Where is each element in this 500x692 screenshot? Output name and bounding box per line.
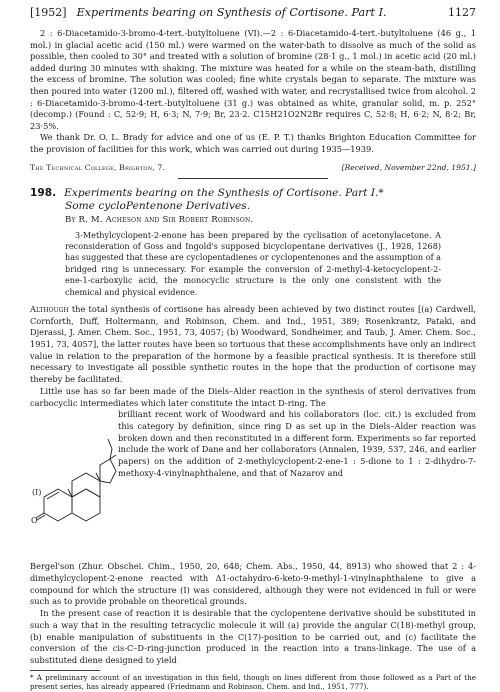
steroid-structure-diagram [30, 409, 118, 561]
affiliation: The Technical College, Brighton, 7. [30, 162, 166, 172]
page-number: 1127 [448, 6, 476, 19]
structure-figure [30, 409, 118, 561]
body-paragraph-3: In the present case of reaction it is desirable that the cyclopentene derivative should be substituted in such a way that in the resulting tetracyclic molecule it will (a) provide the angular C(18)-methyl group, (b) enable manipulation of substituents in the C(17)-position to be carried out, and (c) facilitate the conversion of the cis-C–D-ring-junction produced in the reaction into a trans-linkage. The use of a substituted diene designed to yield [30, 608, 476, 665]
article-title [30, 187, 476, 200]
svg-text:O: O [31, 516, 38, 526]
figure-side-text [118, 409, 476, 561]
body-paragraph-1 [30, 304, 476, 386]
figure-label: (I) [32, 488, 42, 498]
running-title: Experiments bearing on Synthesis of Cortisone. Part I. [76, 6, 387, 19]
acknowledgement-paragraph: We thank Dr. O. L. Brady for advice and one of us (E. P. T.) thanks Brighton Education Committee for the provision of facilities for this work, which was carried out during 1935—1939. [30, 132, 476, 154]
drop-word: Although [30, 303, 69, 314]
figure-row [30, 409, 476, 561]
body-paragraph-2-figure-text: brilliant recent work of Woodward and his collaborators (loc. cit.) is excluded from this category by definition, since ring D as set up in the Diels–Alder reaction was broken down and then reconstituted in a different form. Experiments so far reported include the work of Dane and her collaborators (Annalen, 1939, 537, 246, and earlier papers) on the addition of 2-methylcyclopent-2-ene-1 : 5-dione to 1 : 2-dihydro-7-methoxy-4-vinylnaphthalene, and that of Nazarov and [118, 409, 476, 478]
page-header [30, 6, 476, 22]
article-subtitle: Some cycloPentenone Derivatives. [65, 199, 251, 212]
footnote-rule [30, 670, 100, 671]
article-title-line1: Experiments bearing on the Synthesis of Cortisone. Part I.* [64, 186, 384, 199]
prev-article-paragraph: 2 : 6-Diacetamido-3-bromo-4-tert.-butyltoluene (VI).—2 : 6-Diacetamido-4-tert.-butyltoluene (46 g., 1 mol.) in glacial acetic acid (150 ml.) were warmed on the water-bath to dissolve as much of the solid as possible, then cooled to 30° and treated with a solution of bromine (28·1 g., 1 mol.) in acetic acid (20 ml.) added during 30 minutes with shaking. The mixture was heated for a while on the steam-bath, distilling the excess of bromine. The solution was cooled; fine white crystals began to separate. The mixture was then poured into water (1200 ml.), filtered off, washed with water, and recrystallised twice from alcohol. 2 : 6-Diacetamido-3-bromo-4-tert.-butyltoluene (31 g.) was obtained as white, granular solid, m. p. 252° (decomp.) (Found : C, 52·9; H, 6·3; N, 7·9; Br, 23·2. C15H21O2N2Br requires C, 52·8; H, 6·2; N, 8·2; Br, 23·5%. [30, 28, 476, 131]
body-paragraph-1-text: the total synthesis of cortisone has already been achieved by two distinct routes [(a) Cardwell, Cornforth, Duff, Holtermann, and Robinson, Chem. and Ind., 1951, 389; Rosenkrantz, Pataki, and Djerassi, J. Amer. Chem. Soc., 1951, 73, 4057; (b) Woodward, Sondheimer, and Taub, J. Amer. Chem. Soc., 1951, 73, 4057], the latter routes have been so tortuous that these accomplishments have only an indirect value in relation to the preparation of the hormone by a feasible practical synthesis. It is therefore still necessary to investigate all possible synthetic routes in the hope that the production of cortisone may thereby be facilitated. [30, 303, 476, 385]
affiliation-line [30, 162, 476, 173]
body-paragraph-2-continued: Bergel'son (Zhur. Obschei. Chim., 1950, 20, 648; Chem. Abs., 1950, 44, 8913) who showed that 2 : 4-dimethylcyclopent-2-enone reacted with Δ1-octahydro-6-keto-9-methyl-1-vinylnaphthalene to give a compound for which the structure (I) was considered, although they were not evidenced in full or were such as to provide probable on theoretical grounds. [30, 561, 476, 607]
article-authors: By R. M. Acheson and Sir Robert Robinson. [65, 214, 254, 225]
article-number: 198. [30, 186, 57, 199]
article-separator [178, 178, 328, 179]
body-paragraph-2-intro: Little use has so far been made of the Diels–Alder reaction in the synthesis of sterol derivatives from carbocyclic intermediates which later constitute the intact D-ring. The [30, 385, 476, 408]
footnote: * A preliminary account of an investigation in this field, though on lines different from those followed as a Part of the present series, has already appeared (Friedmann and Robinson, Chem. and Ind., 1951, 777). [30, 672, 476, 692]
journal-page [30, 6, 476, 692]
received-date: [Received, November 22nd, 1951.] [341, 162, 476, 172]
journal-year: [1952] [30, 6, 67, 19]
abstract: 3-Methylcyclopent-2-enone has been prepared by the cyclisation of acetonylacetone. A reconsideration of Goss and Ingold's supposed bicyclopentane derivatives (J., 1928, 1268) has suggested that these are cyclopentadienes or cyclopentenones and the assumption of a bridged ring is unnecessary. For example the conversion of 2-methyl-4-ketocyclopent-2-ene-1-carboxylic acid, the monocyclic structure is the only one consistent with the chemical and physical evidence. [65, 229, 441, 297]
